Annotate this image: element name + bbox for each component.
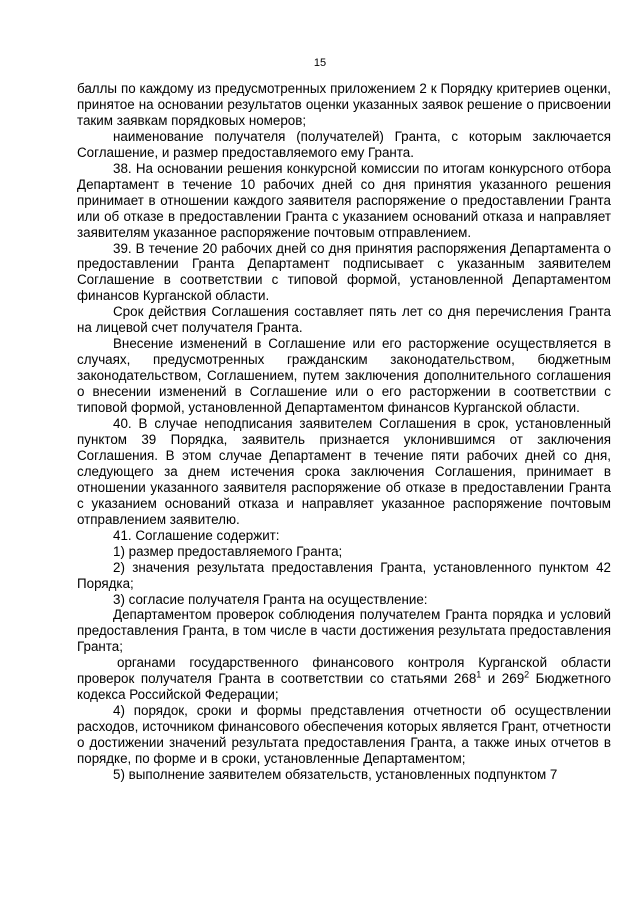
document-body — [77, 81, 611, 783]
article-268-superscript: 1 — [476, 669, 482, 680]
paragraph-subitem-3: 3) согласие получателя Гранта на осуществление: — [113, 591, 428, 607]
article-269-superscript: 2 — [524, 669, 530, 680]
paragraph-subitem-1: 1) размер предоставляемого Гранта; — [113, 543, 343, 559]
paragraph-department-checks: Департаментом проверок соблюдения получателем Гранта порядка и условий предоставления Гранта, в том числе в части достижения результата предоставления Гранта; — [77, 607, 611, 655]
paragraph-financial-control — [77, 655, 611, 703]
paragraph-agreement-term: Срок действия Соглашения составляет пять лет со дня перечисления Гранта на лицевой счет получателя Гранта. — [77, 304, 611, 336]
paragraph-subitem-5: 5) выполнение заявителем обязательств, установленных подпунктом 7 — [113, 766, 558, 782]
page-number: 15 — [313, 57, 327, 69]
financial-control-text-mid: и 269 — [481, 671, 525, 687]
paragraph-criteria-scores: баллы по каждому из предусмотренных приложением 2 к Порядку критериев оценки, принятое на основании результатов оценки указанных заявок решение о присвоении таким заявкам порядковых номеров; — [77, 81, 611, 128]
paragraph-agreement-changes: Внесение изменений в Соглашение или его расторжение осуществляется в случаях, предусмотренных гражданским законодательством, бюджетным законодательством, Соглашением, путем заключения дополнительного соглашения о внесении изменений в Соглашение или о его расторжении в соответствии с типовой формой, установленной Департаментом финансов Курганской области. — [77, 336, 611, 416]
financial-control-text-end: Бюджетного кодекса Российской Федерации; — [77, 671, 612, 703]
paragraph-subitem-2: 2) значения результата предоставления Гранта, установленного пунктом 42 Порядка; — [77, 559, 611, 591]
paragraph-subitem-4: 4) порядок, сроки и формы представления отчетности об осуществлении расходов, источником финансового обеспечения которых является Грант, отчетности о достижении значений результата предоставления Гранта, а также иных отчетов в порядке, по форме и в сроки, установленные Департаментом; — [77, 703, 611, 767]
financial-control-text-start: органами государственного финансового контроля Курганской области проверок получателя Гранта в соответствии со статьями 268 — [77, 655, 611, 687]
paragraph-item-39: 39. В течение 20 рабочих дней со дня принятия распоряжения Департамента о предоставлении Гранта Департамент подписывает с указанным заявителем Соглашение в соответствии с типовой формой, установленной Департаментом финансов Курганской области. — [77, 240, 611, 304]
paragraph-grant-recipient-name: наименование получателя (получателей) Гранта, с которым заключается Соглашение, и размер предоставляемого ему Гранта. — [77, 128, 611, 160]
paragraph-item-41: 41. Соглашение содержит: — [113, 527, 280, 543]
paragraph-item-38: 38. На основании решения конкурсной комиссии по итогам конкурсного отбора Департамент в течение 10 рабочих дней со дня принятия указанного решения принимает в отношении каждого заявителя распоряжение о предоставлении Гранта или об отказе в предоставлении Гранта с указанием оснований отказа и направляет заявителям указанное распоряжение почтовым отправлением. — [77, 160, 611, 240]
paragraph-item-40: 40. В случае неподписания заявителем Соглашения в срок, установленный пунктом 39 Порядка, заявитель признается уклонившимся от заключения Соглашения. В этом случае Департамент в течение пяти рабочих дней со дня, следующего за днем истечения срока заключения Соглашения, принимает в отношении указанного заявителя распоряжение об отказе в предоставлении Гранта с указанием оснований отказа и направляет указанное распоряжение почтовым отправлением заявителю. — [77, 416, 611, 527]
